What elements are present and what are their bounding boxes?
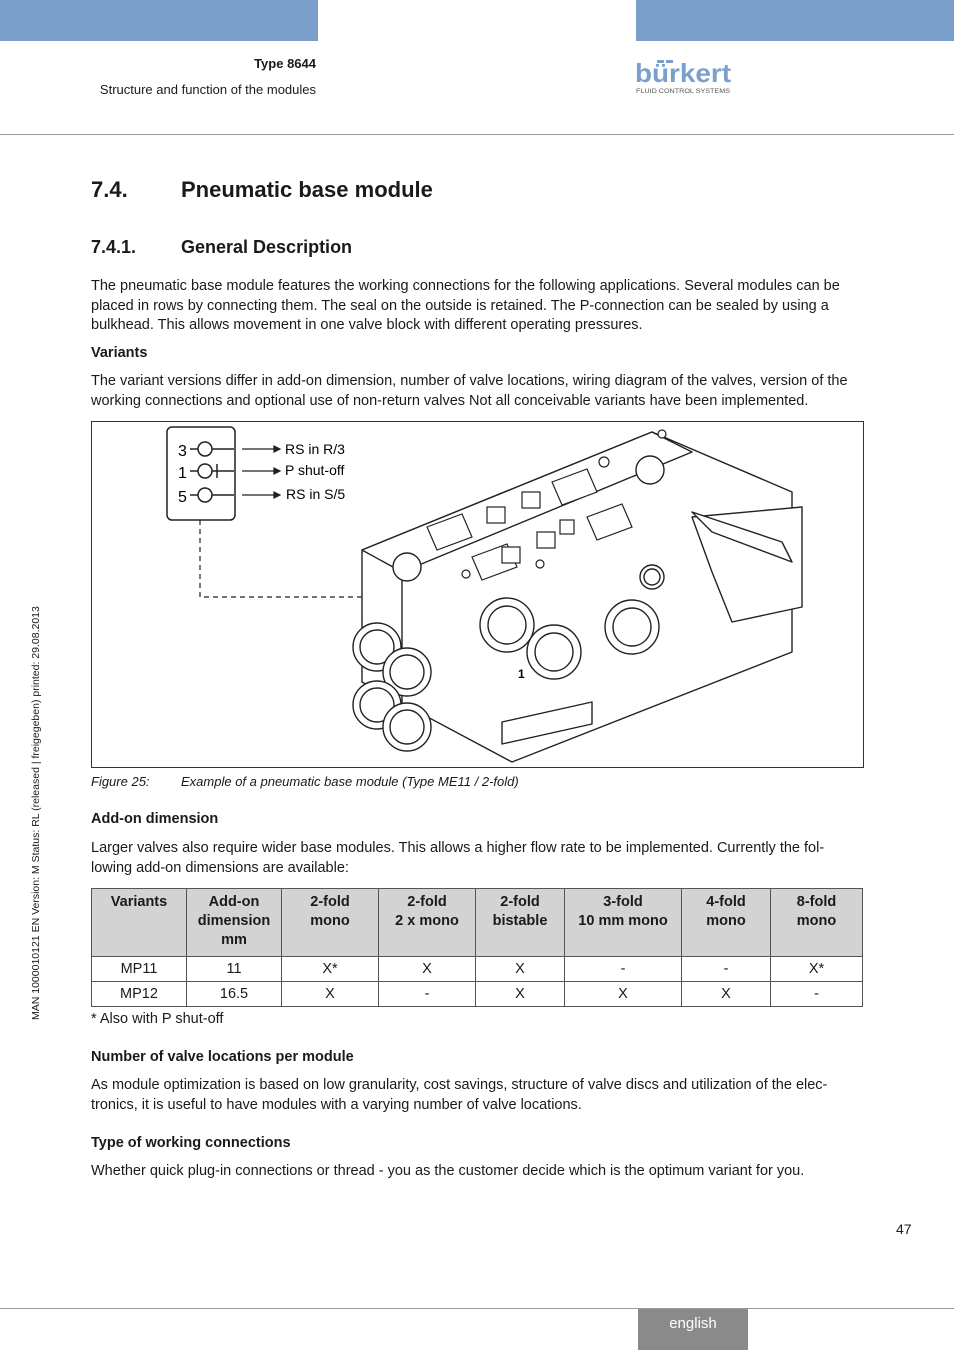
language-tab: english bbox=[638, 1309, 748, 1350]
figure-frame bbox=[91, 421, 864, 768]
header-band-left bbox=[0, 0, 318, 41]
addon-paragraph: Larger valves also require wider base modules. This allows a higher flow rate to be implemented. Currently the fol-lowing add-on dimensions are available: bbox=[91, 840, 825, 876]
intro-paragraph: The pneumatic base module features the working connections for the following applications. Several modules can be placed in rows by connecting them. The seal on the outside is retained. The P-connection can be sealed by using a bulkhead. This allows movement in one valve block with different operating pressures. bbox=[91, 278, 840, 333]
col-2fold-2xmono: 2-fold 2 x mono bbox=[379, 889, 476, 957]
col-3fold-10mm-mono: 3-fold 10 mm mono bbox=[565, 889, 682, 957]
section-title: Pneumatic base module bbox=[181, 177, 433, 202]
table-cell: MP12 bbox=[92, 982, 187, 1007]
table-cell: X bbox=[476, 957, 565, 982]
footer-rule bbox=[0, 1308, 954, 1309]
table-row bbox=[92, 982, 863, 1007]
chapter-subtitle: Structure and function of the modules bbox=[99, 82, 316, 97]
table-cell: X bbox=[682, 982, 771, 1007]
figure-caption bbox=[91, 774, 519, 789]
table-cell: - bbox=[565, 957, 682, 982]
valve-locations-paragraph: As module optimization is based on low granularity, cost savings, structure of valve discs and utilization of the elec-tronics, it is useful to have modules with a varying number of valve locations. bbox=[91, 1077, 828, 1113]
table-footnote: * Also with P shut-off bbox=[91, 1011, 224, 1027]
document-meta-side: MAN 1000010121 EN Version: M Status: RL (released | freigegeben) printed: 29.08.2013 bbox=[30, 606, 42, 1020]
table-cell: MP11 bbox=[92, 957, 187, 982]
table-cell: X bbox=[282, 982, 379, 1007]
logo-wordmark: bürkert bbox=[635, 58, 732, 88]
figure-caption-label: Figure 25: bbox=[91, 774, 150, 789]
legend-label-rs-r3: RS in R/3 bbox=[285, 441, 345, 457]
variants-paragraph: The variant versions differ in add-on dimension, number of valve locations, wiring diagram of the valves, version of the working connections and optional use of non-return valves Not all conceivable variants have been implemented. bbox=[91, 373, 848, 409]
legend-label-rs-s5: RS in S/5 bbox=[286, 486, 346, 502]
document-type: Type 8644 bbox=[254, 56, 316, 71]
col-2fold-bistable: 2-fold bistable bbox=[476, 889, 565, 957]
table-row bbox=[92, 957, 863, 982]
working-connections-heading: Type of working connections bbox=[91, 1135, 291, 1151]
working-connections-paragraph: Whether quick plug-in connections or thread - you as the customer decide which is the optimum variant for you. bbox=[91, 1163, 805, 1179]
col-variants: Variants bbox=[92, 889, 187, 957]
table-cell: - bbox=[379, 982, 476, 1007]
legend-num-3: 3 bbox=[178, 443, 187, 460]
header-rule bbox=[0, 134, 954, 135]
header-band-right bbox=[636, 0, 954, 41]
subsection-title: General Description bbox=[181, 237, 353, 257]
pneumatic-module-illustration bbox=[92, 422, 863, 767]
legend-arrows bbox=[242, 446, 280, 498]
page-number: 47 bbox=[896, 1221, 912, 1237]
col-4fold-mono: 4-fold mono bbox=[682, 889, 771, 957]
table-cell: 16.5 bbox=[187, 982, 282, 1007]
burkert-logo bbox=[635, 58, 735, 98]
section-heading bbox=[91, 177, 433, 203]
figure-caption-text: Example of a pneumatic base module (Type ME11 / 2-fold) bbox=[181, 774, 519, 789]
table-cell: - bbox=[771, 982, 863, 1007]
logo-tagline: FLUID CONTROL SYSTEMS bbox=[636, 88, 730, 95]
legend-num-1: 1 bbox=[178, 465, 187, 482]
addon-heading: Add-on dimension bbox=[91, 811, 219, 827]
table-cell: 11 bbox=[187, 957, 282, 982]
table-cell: X bbox=[565, 982, 682, 1007]
subsection-number: 7.4.1. bbox=[91, 237, 137, 257]
addon-dimension-table bbox=[91, 888, 863, 1007]
col-8fold-mono: 8-fold mono bbox=[771, 889, 863, 957]
valve-locations-heading: Number of valve locations per module bbox=[91, 1049, 354, 1065]
legend-num-5: 5 bbox=[178, 489, 187, 506]
table-cell: - bbox=[682, 957, 771, 982]
table-cell: X* bbox=[282, 957, 379, 982]
section-number: 7.4. bbox=[91, 177, 128, 202]
variants-heading: Variants bbox=[91, 345, 148, 361]
table-cell: X bbox=[379, 957, 476, 982]
port-label: 1 bbox=[518, 667, 525, 681]
table-cell: X bbox=[476, 982, 565, 1007]
table-header-row bbox=[92, 889, 863, 957]
legend-label-p-shutoff: P shut-off bbox=[285, 462, 345, 478]
table-cell: X* bbox=[771, 957, 863, 982]
col-addon-dimension: Add-on dimension mm bbox=[187, 889, 282, 957]
col-2fold-mono: 2-fold mono bbox=[282, 889, 379, 957]
subsection-heading bbox=[91, 237, 352, 258]
